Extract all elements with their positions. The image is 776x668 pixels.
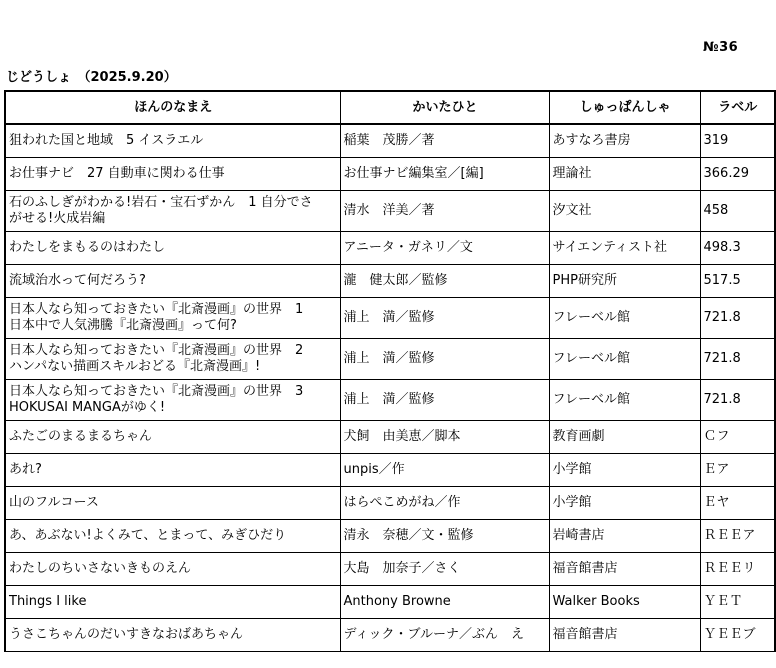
book-label-cell: 319 <box>700 124 775 158</box>
book-label-cell: Ｅヤ <box>700 487 775 520</box>
book-title-cell <box>5 298 340 339</box>
table-row <box>5 158 775 191</box>
book-title-line: 日本中で人気沸騰『北斎漫画』って何? <box>9 318 237 333</box>
table-row <box>5 454 775 487</box>
book-author-cell: 瀧 健太郎／監修 <box>340 265 549 298</box>
table-row <box>5 124 775 158</box>
book-label-cell: ＹＥＥブ <box>700 619 775 652</box>
book-label-cell: 366.29 <box>700 158 775 191</box>
book-label-cell: ＹＥＴ <box>700 586 775 619</box>
book-title-cell <box>5 487 340 520</box>
book-label-cell: Ｅア <box>700 454 775 487</box>
book-title-line: がせる!火成岩編 <box>9 211 106 226</box>
book-author-cell: 稲葉 茂勝／著 <box>340 124 549 158</box>
column-header-title: ほんのなまえ <box>5 91 340 124</box>
book-title-cell <box>5 586 340 619</box>
column-header-author: かいたひと <box>340 91 549 124</box>
table-header-row <box>5 91 775 124</box>
book-publisher-cell: 福音館書店 <box>549 553 700 586</box>
table-row <box>5 191 775 232</box>
book-title-cell <box>5 421 340 454</box>
table-row <box>5 298 775 339</box>
book-publisher-cell: フレーベル館 <box>549 298 700 339</box>
book-label-cell: 517.5 <box>700 265 775 298</box>
book-title-line: わたしをまもるのはわたし <box>9 240 166 255</box>
book-label-cell: Ｃフ <box>700 421 775 454</box>
book-publisher-cell: 理論社 <box>549 158 700 191</box>
column-header-label: ラベル <box>700 91 775 124</box>
book-title-cell <box>5 232 340 265</box>
page-title: じどうしょ （2025.9.20） <box>6 70 177 85</box>
book-table <box>4 90 776 652</box>
book-rows <box>5 124 775 652</box>
book-title-cell <box>5 454 340 487</box>
table-row <box>5 553 775 586</box>
book-author-cell: はらぺこめがね／作 <box>340 487 549 520</box>
book-author-cell: 浦上 満／監修 <box>340 380 549 421</box>
book-author-cell: ディック・ブルーナ／ぶん え <box>340 619 549 652</box>
book-publisher-cell: 汐文社 <box>549 191 700 232</box>
table-row <box>5 520 775 553</box>
book-author-cell: 浦上 満／監修 <box>340 339 549 380</box>
book-title-line: 日本人なら知っておきたい『北斎漫画』の世界 1 <box>9 302 304 317</box>
table-row <box>5 265 775 298</box>
book-publisher-cell: 小学館 <box>549 487 700 520</box>
book-author-cell: 清永 奈穂／文・監修 <box>340 520 549 553</box>
book-title-line: ハンパない描画スキルおどる『北斎漫画』! <box>9 359 261 374</box>
book-title-line: 狙われた国と地域 5 イスラエル <box>9 133 204 148</box>
book-title-line: あ、あぶない!よくみて、とまって、みぎひだり <box>9 528 287 543</box>
table-row <box>5 339 775 380</box>
book-author-cell: Anthony Browne <box>340 586 549 619</box>
book-label-cell: ＲＥＥリ <box>700 553 775 586</box>
table-row <box>5 380 775 421</box>
book-publisher-cell: フレーベル館 <box>549 380 700 421</box>
book-title-cell <box>5 619 340 652</box>
book-title-line: うさこちゃんのだいすきなおばあちゃん <box>9 627 244 642</box>
book-title-cell <box>5 520 340 553</box>
book-title-line: 流域治水って何だろう? <box>9 273 146 288</box>
book-publisher-cell: 岩崎書店 <box>549 520 700 553</box>
list-number: №36 <box>703 40 739 55</box>
book-publisher-cell: Walker Books <box>549 586 700 619</box>
column-header-publisher: しゅっぱんしゃ <box>549 91 700 124</box>
book-label-cell: 498.3 <box>700 232 775 265</box>
book-author-cell: unpis／作 <box>340 454 549 487</box>
book-title-line: ふたごのまるまるちゃん <box>9 429 153 444</box>
table-row <box>5 421 775 454</box>
book-title-cell <box>5 158 340 191</box>
book-title-line: お仕事ナビ 27 自動車に関わる仕事 <box>9 166 225 181</box>
table-row <box>5 619 775 652</box>
book-publisher-cell: あすなろ書房 <box>549 124 700 158</box>
book-publisher-cell: サイエンティスト社 <box>549 232 700 265</box>
book-label-cell: ＲＥＥア <box>700 520 775 553</box>
book-author-cell: アニータ・ガネリ／文 <box>340 232 549 265</box>
book-title-cell <box>5 380 340 421</box>
book-author-cell: 清水 洋美／著 <box>340 191 549 232</box>
book-label-cell: 721.8 <box>700 339 775 380</box>
book-title-line: 山のフルコース <box>9 495 99 510</box>
book-publisher-cell: 小学館 <box>549 454 700 487</box>
book-title-cell <box>5 191 340 232</box>
book-label-cell: 458 <box>700 191 775 232</box>
book-title-line: わたしのちいさないきものえん <box>9 561 192 576</box>
book-title-cell <box>5 553 340 586</box>
table-row <box>5 487 775 520</box>
book-publisher-cell: PHP研究所 <box>549 265 700 298</box>
book-publisher-cell: 福音館書店 <box>549 619 700 652</box>
book-title-line: Things I like <box>9 594 87 609</box>
book-label-cell: 721.8 <box>700 298 775 339</box>
book-title-line: HOKUSAI MANGAがゆく! <box>9 400 166 415</box>
book-title-line: 日本人なら知っておきたい『北斎漫画』の世界 2 <box>9 343 304 358</box>
book-title-cell <box>5 265 340 298</box>
book-title-line: 石のふしぎがわかる!岩石・宝石ずかん 1 自分でさ <box>9 195 313 210</box>
book-title-line: あれ? <box>9 462 42 477</box>
book-publisher-cell: 教育画劇 <box>549 421 700 454</box>
book-author-cell: 浦上 満／監修 <box>340 298 549 339</box>
table-row <box>5 232 775 265</box>
book-author-cell: お仕事ナビ編集室／[編] <box>340 158 549 191</box>
table-row <box>5 586 775 619</box>
book-label-cell: 721.8 <box>700 380 775 421</box>
book-author-cell: 大島 加奈子／さく <box>340 553 549 586</box>
book-title-cell <box>5 124 340 158</box>
book-title-line: 日本人なら知っておきたい『北斎漫画』の世界 3 <box>9 384 304 399</box>
book-author-cell: 犬飼 由美恵／脚本 <box>340 421 549 454</box>
book-title-cell <box>5 339 340 380</box>
book-publisher-cell: フレーベル館 <box>549 339 700 380</box>
